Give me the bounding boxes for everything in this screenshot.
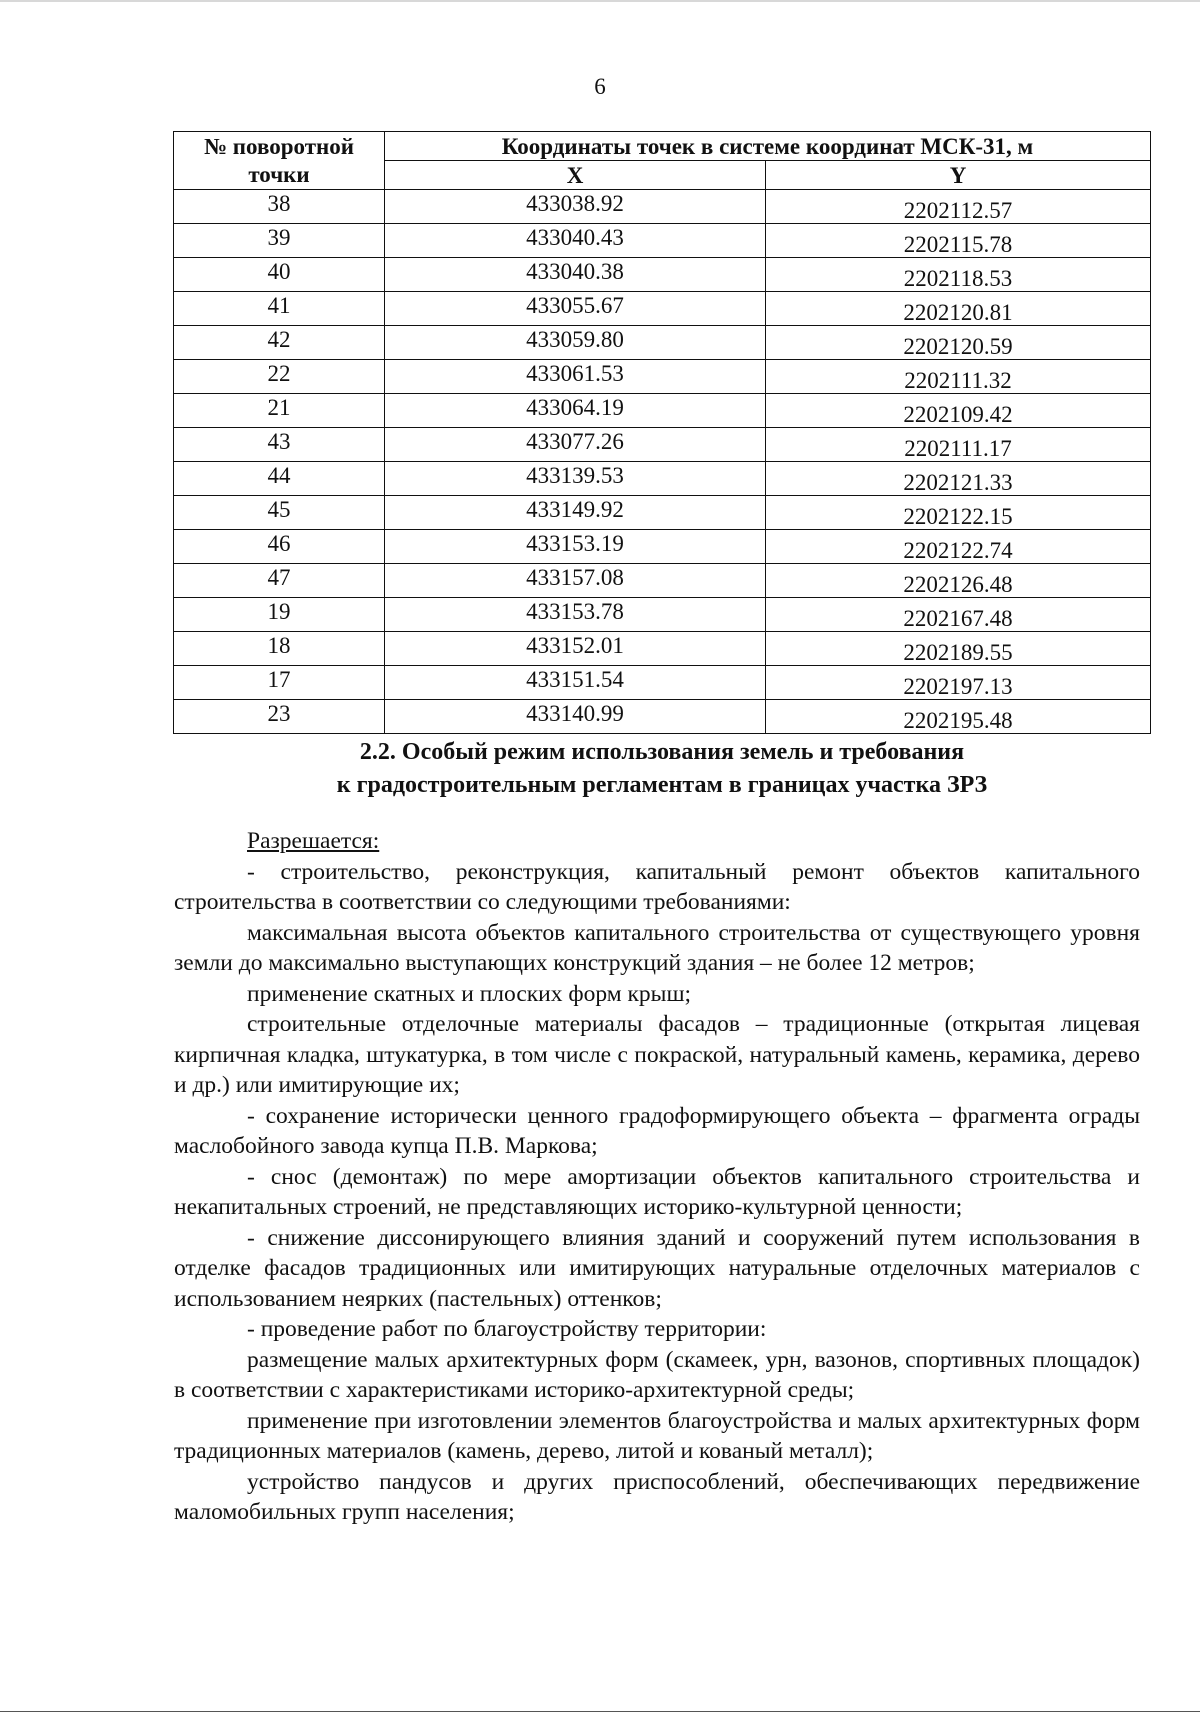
point-number-cell: 23 <box>174 700 385 734</box>
table-row <box>174 700 1151 734</box>
x-coordinate-cell: 433157.08 <box>385 564 766 598</box>
point-number-cell: 45 <box>174 496 385 530</box>
point-number-cell: 39 <box>174 224 385 258</box>
x-coordinate-cell: 433064.19 <box>385 394 766 428</box>
x-coordinate-cell: 433055.67 <box>385 292 766 326</box>
paragraph-dissonance: - снижение диссонирующего влияния зданий и сооружений путем использования в отделке фасадов традиционных или имитирующих натуральные отделочных материалов с использованием неярких (пастельных) оттенков; <box>174 1224 1140 1312</box>
section-title-line-1: 2.2. Особый режим использования земель и требования <box>359 739 965 765</box>
table-row <box>174 564 1151 598</box>
point-number-cell: 38 <box>174 190 385 224</box>
y-coordinate-cell: 2202122.15 <box>766 496 1151 530</box>
x-coordinate-cell: 433153.78 <box>385 598 766 632</box>
table-row <box>174 224 1151 258</box>
y-coordinate-cell: 2202112.57 <box>766 190 1151 224</box>
point-number-cell: 42 <box>174 326 385 360</box>
table-row <box>174 496 1151 530</box>
x-coordinate-cell: 433151.54 <box>385 666 766 700</box>
x-coordinate-cell: 433038.92 <box>385 190 766 224</box>
point-number-cell: 40 <box>174 258 385 292</box>
y-coordinate-cell: 2202120.59 <box>766 326 1151 360</box>
y-coordinate-cell: 2202111.17 <box>766 428 1151 462</box>
point-number-cell: 47 <box>174 564 385 598</box>
coordinates-table <box>173 131 1151 734</box>
point-number-cell: 21 <box>174 394 385 428</box>
paragraph-small-forms: размещение малых архитектурных форм (скамеек, урн, вазонов, спортивных площадок) в соответствии с характеристиками историко-архитектурной среды; <box>174 1346 1140 1403</box>
x-coordinate-cell: 433149.92 <box>385 496 766 530</box>
paragraph-traditional-materials: применение при изготовлении элементов благоустройства и малых архитектурных форм традиционных материалов (камень, дерево, литой и кованый металл); <box>174 1407 1140 1464</box>
point-number-cell: 17 <box>174 666 385 700</box>
table-row <box>174 258 1151 292</box>
y-coordinate-cell: 2202197.13 <box>766 666 1151 700</box>
table-row <box>174 598 1151 632</box>
paragraph-construction: - строительство, реконструкция, капитальный ремонт объектов капитального строительства в соответствии со следующими требованиями: <box>174 858 1140 915</box>
scan-edge-bottom <box>0 1711 1200 1712</box>
x-coordinate-cell: 433040.38 <box>385 258 766 292</box>
paragraph-max-height: максимальная высота объектов капитального строительства от существующего уровня земли до максимально выступающих конструкций здания – не более 12 метров; <box>174 919 1140 976</box>
paragraph-landscaping: - проведение работ по благоустройству территории: <box>247 1316 767 1342</box>
point-number-cell: 41 <box>174 292 385 326</box>
table-row <box>174 632 1151 666</box>
y-coordinate-cell: 2202115.78 <box>766 224 1151 258</box>
y-coordinate-cell: 2202122.74 <box>766 530 1151 564</box>
x-coordinate-cell: 433077.26 <box>385 428 766 462</box>
point-number-cell: 43 <box>174 428 385 462</box>
coordinates-table-body <box>174 190 1151 734</box>
header-y: Y <box>766 161 1151 190</box>
table-row <box>174 326 1151 360</box>
table-row <box>174 190 1151 224</box>
point-number-cell: 44 <box>174 462 385 496</box>
header-coordinates: Координаты точек в системе координат МСК-31, м <box>385 132 1151 161</box>
x-coordinate-cell: 433140.99 <box>385 700 766 734</box>
x-coordinate-cell: 433153.19 <box>385 530 766 564</box>
y-coordinate-cell: 2202118.53 <box>766 258 1151 292</box>
page-number: 6 <box>594 74 606 99</box>
table-row <box>174 530 1151 564</box>
x-coordinate-cell: 433059.80 <box>385 326 766 360</box>
table-row <box>174 394 1151 428</box>
y-coordinate-cell: 2202126.48 <box>766 564 1151 598</box>
point-number-cell: 22 <box>174 360 385 394</box>
paragraph-allowed-heading: Разрешается: <box>247 828 380 854</box>
x-coordinate-cell: 433061.53 <box>385 360 766 394</box>
y-coordinate-cell: 2202189.55 <box>766 632 1151 666</box>
section-title-line-2: к градостроительным регламентам в границах участка ЗРЗ <box>336 772 988 798</box>
x-coordinate-cell: 433040.43 <box>385 224 766 258</box>
table-row <box>174 462 1151 496</box>
header-x: X <box>385 161 766 190</box>
y-coordinate-cell: 2202109.42 <box>766 394 1151 428</box>
scan-edge-top <box>0 0 1200 2</box>
x-coordinate-cell: 433152.01 <box>385 632 766 666</box>
y-coordinate-cell: 2202120.81 <box>766 292 1151 326</box>
x-coordinate-cell: 433139.53 <box>385 462 766 496</box>
table-row <box>174 666 1151 700</box>
table-row <box>174 292 1151 326</box>
point-number-cell: 46 <box>174 530 385 564</box>
section-title <box>173 736 1151 802</box>
table-row <box>174 360 1151 394</box>
table-row <box>174 428 1151 462</box>
paragraph-preservation: - сохранение исторически ценного градоформирующего объекта – фрагмента ограды маслобойного завода купца П.В. Маркова; <box>174 1102 1140 1159</box>
y-coordinate-cell: 2202167.48 <box>766 598 1151 632</box>
paragraph-roofs: применение скатных и плоских форм крыш; <box>247 980 692 1007</box>
y-coordinate-cell: 2202121.33 <box>766 462 1151 496</box>
point-number-cell: 19 <box>174 598 385 632</box>
paragraph-facade-materials: строительные отделочные материалы фасадов – традиционные (открытая лицевая кирпичная кладка, штукатурка, в том числе с покраской, натуральный камень, керамика, дерево и др.) или имитирующие их; <box>174 1011 1140 1098</box>
paragraph-demolition: - снос (демонтаж) по мере амортизации объектов капитального строительства и некапитальных строений, не представляющих историко-культурной ценности; <box>174 1163 1140 1220</box>
y-coordinate-cell: 2202195.48 <box>766 700 1151 734</box>
paragraph-ramps: устройство пандусов и других приспособлений, обеспечивающих передвижение маломобильных групп населения; <box>174 1468 1140 1525</box>
point-number-cell: 18 <box>174 632 385 666</box>
y-coordinate-cell: 2202111.32 <box>766 360 1151 394</box>
header-point-number: № поворотной точки <box>174 132 385 190</box>
body-text <box>174 826 1140 1528</box>
